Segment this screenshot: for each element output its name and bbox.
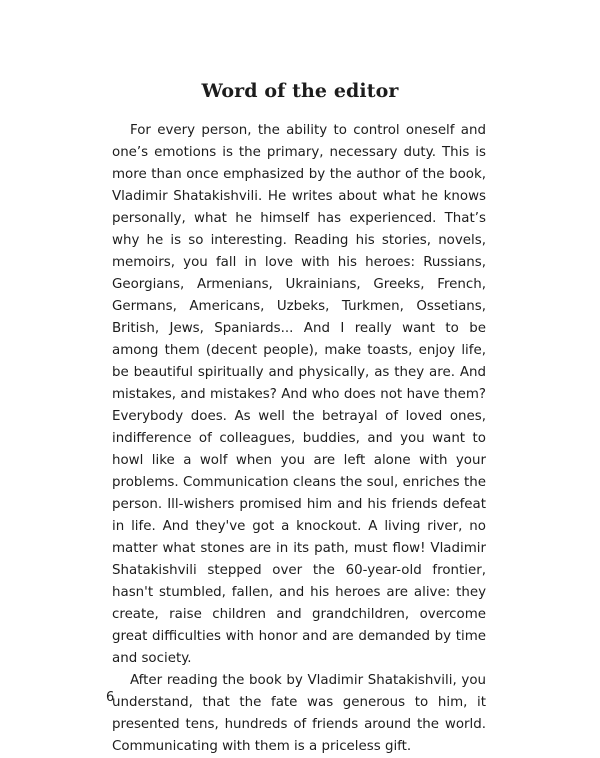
paragraph: After reading the book by Vladimir Shatakishvili, you understand, that the fate was generous to him, it presented tens, hundreds of friends around the world. Communicating with them is a priceless gift. <box>112 673 486 754</box>
body-text <box>112 120 486 758</box>
paragraph: For every person, the ability to control oneself and one’s emotions is the primary, necessary duty. This is more than once emphasized by the author of the book, Vladimir Shatakishvili. He writes about what he knows personally, what he himself has experienced. That’s why he is so interesting. Reading his stories, novels, memoirs, you fall in love with his heroes: Russians, Georgians, Armenians, Ukrainians, Greeks, French, Germans, Americans, Uzbeks, Turkmen, Ossetians, British, Jews, Spaniards... And I really want to be among them (decent people), make toasts, enjoy life, be beautiful spiritually and physically, as they are. And mistakes, and mistakes? And who does not have them? Everybody does. As well the betrayal of loved ones, indifference of colleagues, buddies, and you want to howl like a wolf when you are left alone with your problems. Communication cleans the soul, enriches the person. Ill-wishers promised him and his friends defeat in life. And they've got a knockout. A living river, no matter what stones are in its path, must flow! Vladimir Shatakishvili stepped over the 60-year-old frontier, hasn't stumbled, fallen, and his heroes are alive: they create, raise children and grandchildren, overcome great difficulties with honor and are demanded by time and society. <box>112 123 486 666</box>
page-number: 6 <box>106 690 115 705</box>
page-title: Word of the editor <box>201 80 399 102</box>
